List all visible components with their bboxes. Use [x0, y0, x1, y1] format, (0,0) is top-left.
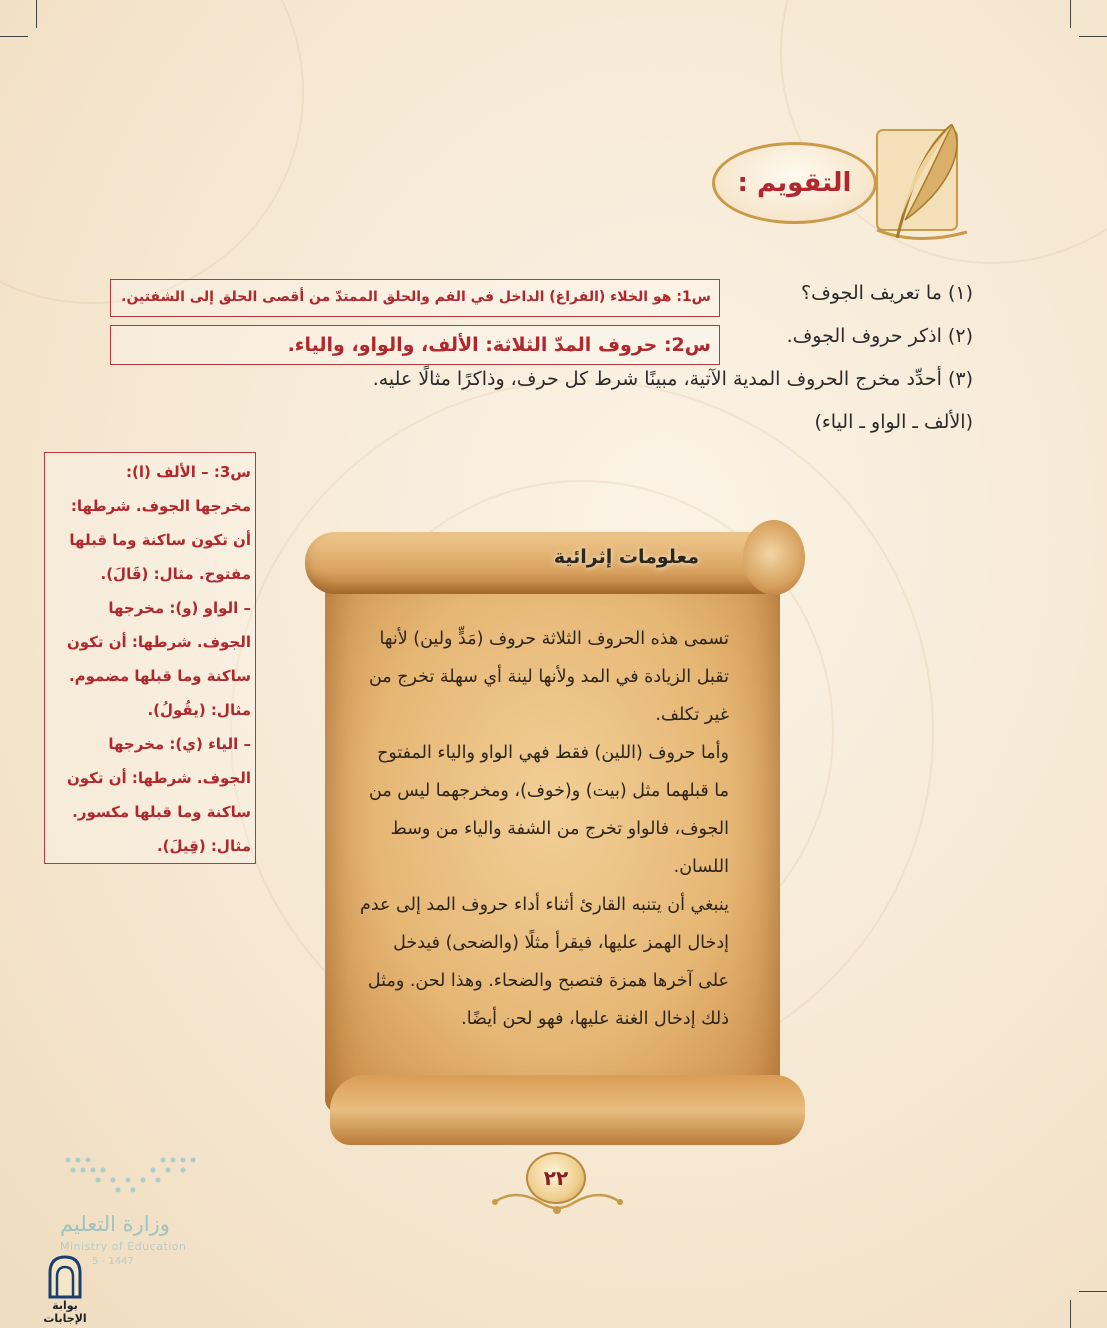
answer-2-label: س2 — [671, 334, 711, 356]
answer-3-line: س3: – الألف (ا): — [126, 463, 251, 481]
portal-label: بوابة الإجابات — [43, 1299, 87, 1325]
ministry-name-en: Ministry of Education — [60, 1240, 187, 1253]
ministry-dots-icon — [58, 1150, 198, 1200]
question-3: (٣) أحدِّد مخرج الحروف المدية الآتية، مبينًا شرط كل حرف، وذاكرًا مثالًا عليه. — [372, 368, 973, 390]
enrichment-title: معلومات إثرائية — [553, 546, 699, 568]
enrichment-paragraph: تسمى هذه الحروف الثلاثة حروف (مَدٍّ ولين) لأنها تقبل الزيادة في المد ولأنها لينة أي سهلة تخرج من غير تكلف. — [368, 629, 729, 725]
page-number: ٢٢ — [526, 1152, 586, 1204]
enrichment-scroll — [305, 520, 805, 1145]
answer-3-line: مثال: (قِيلَ). — [156, 837, 251, 855]
quill-scroll-icon — [857, 120, 977, 245]
ministry-name-ar: وزارة التعليم — [60, 1212, 170, 1236]
question-3-items: (الألف ـ الواو ـ الياء) — [814, 411, 973, 433]
answer-3-line: الجوف. شرطها: أن تكون — [66, 769, 251, 787]
answer-3-line: مخرجها الجوف. شرطها: — [70, 497, 251, 515]
answer-3-line: أن تكون ساكنة وما قبلها — [69, 531, 251, 549]
evaluation-title-frame — [712, 142, 877, 224]
answer-3-line: الجوف. شرطها: أن تكون — [66, 633, 251, 651]
evaluation-banner — [712, 120, 977, 245]
answer-2-text: : حروف المدّ الثلاثة: الألف، والواو، والياء. — [287, 334, 672, 356]
answer-3-line: ساكنة وما قبلها مكسور. — [72, 803, 251, 821]
answer-3-line: مفتوح. مثال: (قَالَ). — [100, 565, 251, 583]
scroll-bottom-roll — [330, 1075, 805, 1145]
answers-portal-logo — [30, 1255, 100, 1325]
answer-1-label: س1 — [681, 289, 711, 305]
answer-1-box — [110, 279, 720, 317]
enrichment-paragraph: ينبغي أن يتنبه القارئ أثناء أداء حروف المد إلى عدم إدخال الهمز عليها، فيقرأ مثلًا (والضحى) فيدخل على آخرها همزة فتصبح والضحاء. وهذا لحن. ومثل ذلك إدخال الغنة عليها، فهو لحن أيضًا. — [360, 895, 729, 1029]
background-ornament — [0, 0, 304, 304]
enrichment-text — [357, 620, 729, 1038]
crop-mark — [1079, 1291, 1107, 1292]
answer-3-line: ساكنة وما قبلها مضموم. — [68, 667, 251, 685]
answer-3-line: – الياء (ي): مخرجها — [108, 735, 251, 753]
question-2: (٢) اذكر حروف الجوف. — [786, 325, 973, 347]
page-number-ornament — [485, 1148, 630, 1220]
crop-mark — [1070, 1300, 1071, 1328]
scroll-roll-end — [743, 520, 805, 595]
answer-3-line: مثال: (يقُولُ). — [147, 701, 251, 719]
question-1: (١) ما تعريف الجوف؟ — [801, 282, 973, 304]
answer-2-box — [110, 325, 720, 365]
answer-3-box — [44, 452, 256, 864]
answer-3-label: س3 — [219, 463, 251, 481]
ministry-logo — [58, 1150, 208, 1270]
evaluation-title: التقويم : — [737, 168, 852, 198]
ministry-year: 5 - 1447 — [92, 1256, 134, 1267]
answer-3-line: – الواو (و): مخرجها — [108, 599, 251, 617]
scroll-top-roll — [305, 532, 795, 594]
portal-gate-icon — [47, 1255, 83, 1299]
enrichment-paragraph: وأما حروف (اللين) فقط فهي الواو والياء المفتوح ما قبلهما مثل (بيت) و(خوف)، ومخرجهما ليس من الجوف، فالواو تخرج من الشفة والياء من وسط اللسان. — [369, 743, 729, 877]
answer-1-text: : هو الخلاء (الفراغ) الداخل في الفم والحلق الممتدّ من أقصى الحلق إلى الشفتين. — [121, 289, 682, 305]
